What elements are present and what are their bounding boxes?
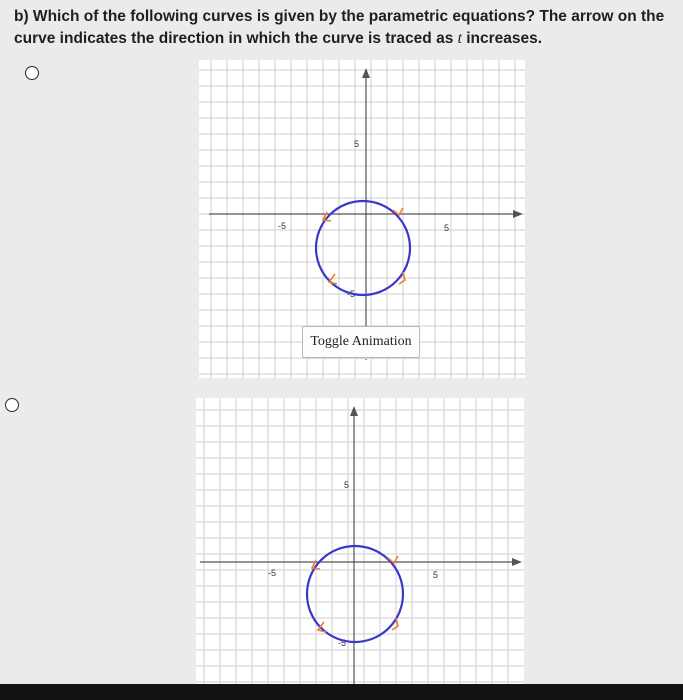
y-tick-label: 5 (354, 139, 360, 149)
y-neg-tick-label: -5 (338, 638, 347, 648)
option-2-radio[interactable] (5, 398, 19, 412)
y-tick-label: 5 (344, 480, 350, 490)
x-pos-tick-label: 5 (433, 570, 439, 580)
question-variable: t (457, 30, 462, 47)
option-2-plot (196, 398, 524, 688)
question-text (14, 6, 682, 50)
option-1-radio[interactable] (25, 66, 39, 80)
question-text-end: increases. (461, 30, 543, 47)
y-neg-tick-label: -5 (347, 289, 356, 299)
bottom-dark-strip (0, 684, 683, 700)
toggle-animation-button[interactable]: Toggle Animation (302, 326, 420, 358)
option-2-graph (196, 398, 524, 688)
x-pos-tick-label: 5 (444, 223, 450, 233)
x-neg-tick-label: -5 (268, 568, 277, 578)
x-neg-tick-label: -5 (278, 221, 287, 231)
question-text-main: b) Which of the following curves is given by the parametric equations? The arrow on the curve indicates the direction in which the curve is traced as (14, 8, 665, 47)
